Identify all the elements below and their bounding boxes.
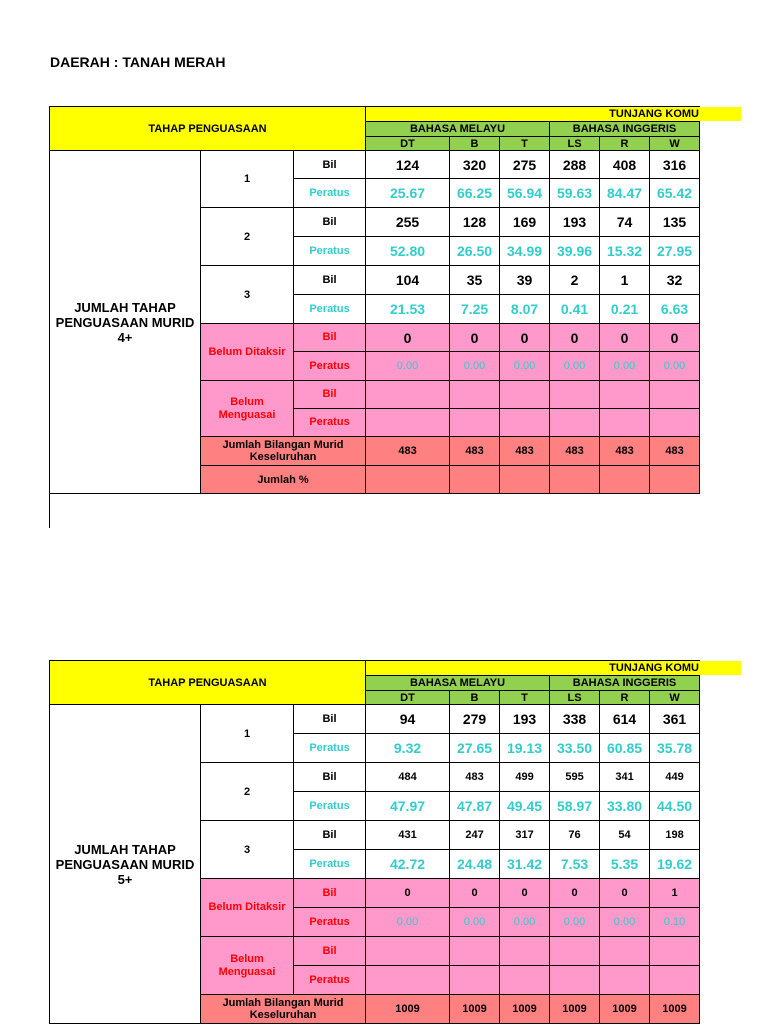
peratus-cell: 0.00 <box>500 352 550 381</box>
peratus-cell: 47.87 <box>450 792 500 821</box>
level-label: 1 <box>201 151 294 208</box>
empty-cell <box>450 966 500 995</box>
peratus-cell: 66.25 <box>450 179 500 208</box>
belum-menguasai-label: Belum Menguasai <box>201 937 294 995</box>
peratus-label: Peratus <box>294 295 366 324</box>
bil-label: Bil <box>294 381 366 409</box>
bil-cell: 193 <box>500 705 550 734</box>
empty-cell <box>550 466 600 494</box>
jumlah-pct-label: Jumlah % <box>201 466 366 494</box>
bil-cell: 128 <box>450 208 500 237</box>
peratus-cell: 39.96 <box>550 237 600 266</box>
peratus-cell: 7.25 <box>450 295 500 324</box>
level-label: 1 <box>201 705 294 763</box>
peratus-cell: 27.65 <box>450 734 500 763</box>
peratus-cell: 0.00 <box>550 352 600 381</box>
empty-cell <box>600 381 650 409</box>
peratus-cell: 65.42 <box>650 179 700 208</box>
empty-cell <box>650 937 700 966</box>
peratus-cell: 34.99 <box>500 237 550 266</box>
bil-cell: 0 <box>600 324 650 352</box>
bil-label: Bil <box>294 821 366 850</box>
peratus-cell: 21.53 <box>366 295 450 324</box>
bil-label: Bil <box>294 763 366 792</box>
bil-cell: 124 <box>366 151 450 179</box>
peratus-cell: 6.63 <box>650 295 700 324</box>
bil-cell: 255 <box>366 208 450 237</box>
bil-cell: 193 <box>550 208 600 237</box>
bil-label: Bil <box>294 705 366 734</box>
col-header: LS <box>550 691 600 705</box>
jumlah-bilangan-cell: 483 <box>450 437 500 466</box>
tahap-header: TAHAP PENGUASAAN <box>50 661 366 705</box>
peratus-cell: 35.78 <box>650 734 700 763</box>
peratus-cell: 84.47 <box>600 179 650 208</box>
col-header: DT <box>366 137 450 151</box>
empty-cell <box>500 466 550 494</box>
empty-cell <box>500 381 550 409</box>
district-title: DAERAH : TANAH MERAH <box>50 54 226 70</box>
jumlah-tahap-label: JUMLAH TAHAP PENGUASAAN MURID 4+ <box>50 151 201 494</box>
bil-cell: 341 <box>600 763 650 792</box>
peratus-label: Peratus <box>294 908 366 937</box>
bahasa-inggeris-header: BAHASA INGGERIS <box>550 676 700 691</box>
jumlah-bilangan-cell: 483 <box>650 437 700 466</box>
mastery-table-5plus <box>49 660 700 1024</box>
jumlah-bilangan-cell: 1009 <box>366 995 450 1024</box>
tunjang-header-extension <box>699 661 741 675</box>
bil-cell: 35 <box>450 266 500 295</box>
peratus-label: Peratus <box>294 966 366 995</box>
empty-cell <box>450 409 500 437</box>
jumlah-bilangan-cell: 1009 <box>550 995 600 1024</box>
belum-menguasai-label: Belum Menguasai <box>201 381 294 437</box>
empty-cell <box>650 409 700 437</box>
bil-cell: 279 <box>450 705 500 734</box>
bil-cell: 76 <box>550 821 600 850</box>
level-label: 2 <box>201 763 294 821</box>
empty-cell <box>366 381 450 409</box>
tunjang-header-extension <box>699 107 741 121</box>
peratus-cell: 33.80 <box>600 792 650 821</box>
peratus-cell: 0.10 <box>650 908 700 937</box>
peratus-label: Peratus <box>294 179 366 208</box>
peratus-cell: 7.53 <box>550 850 600 879</box>
peratus-cell: 0.00 <box>366 908 450 937</box>
bil-cell: 0 <box>450 879 500 908</box>
bil-cell: 499 <box>500 763 550 792</box>
peratus-cell: 47.97 <box>366 792 450 821</box>
bahasa-melayu-header: BAHASA MELAYU <box>366 122 550 137</box>
sheet-4plus <box>49 106 700 494</box>
bil-cell: 288 <box>550 151 600 179</box>
peratus-cell: 52.80 <box>366 237 450 266</box>
bil-cell: 94 <box>366 705 450 734</box>
bil-cell: 0 <box>550 879 600 908</box>
bil-cell: 408 <box>600 151 650 179</box>
empty-cell <box>600 466 650 494</box>
mastery-table-4plus <box>49 106 700 494</box>
level-label: 2 <box>201 208 294 266</box>
bil-label: Bil <box>294 937 366 966</box>
belum-ditaksir-label: Belum Ditaksir <box>201 879 294 937</box>
bil-label: Bil <box>294 266 366 295</box>
empty-cell <box>600 966 650 995</box>
peratus-cell: 0.00 <box>450 908 500 937</box>
jumlah-bilangan-cell: 1009 <box>650 995 700 1024</box>
bil-cell: 0 <box>600 879 650 908</box>
peratus-cell: 27.95 <box>650 237 700 266</box>
empty-cell <box>366 409 450 437</box>
empty-cell <box>500 409 550 437</box>
empty-cell <box>650 466 700 494</box>
peratus-label: Peratus <box>294 409 366 437</box>
empty-cell <box>366 466 450 494</box>
empty-cell <box>366 966 450 995</box>
bil-cell: 0 <box>650 324 700 352</box>
empty-cell <box>450 381 500 409</box>
empty-cell <box>450 937 500 966</box>
peratus-cell: 5.35 <box>600 850 650 879</box>
jumlah-bilangan-label: Jumlah Bilangan Murid Keseluruhan <box>201 995 366 1024</box>
peratus-cell: 0.00 <box>450 352 500 381</box>
bil-label: Bil <box>294 324 366 352</box>
jumlah-bilangan-cell: 483 <box>600 437 650 466</box>
bil-cell: 317 <box>500 821 550 850</box>
peratus-cell: 9.32 <box>366 734 450 763</box>
empty-cell <box>500 966 550 995</box>
peratus-cell: 19.62 <box>650 850 700 879</box>
bil-cell: 1 <box>600 266 650 295</box>
peratus-cell: 31.42 <box>500 850 550 879</box>
peratus-label: Peratus <box>294 734 366 763</box>
empty-cell <box>650 381 700 409</box>
tunjang-header: TUNJANG KOMU <box>366 107 700 122</box>
peratus-cell: 58.97 <box>550 792 600 821</box>
bil-cell: 316 <box>650 151 700 179</box>
tahap-header: TAHAP PENGUASAAN <box>50 107 366 151</box>
bil-cell: 2 <box>550 266 600 295</box>
peratus-cell: 59.63 <box>550 179 600 208</box>
level-label: 3 <box>201 821 294 879</box>
peratus-label: Peratus <box>294 792 366 821</box>
bil-cell: 595 <box>550 763 600 792</box>
bil-cell: 1 <box>650 879 700 908</box>
peratus-cell: 49.45 <box>500 792 550 821</box>
peratus-cell: 24.48 <box>450 850 500 879</box>
belum-ditaksir-label: Belum Ditaksir <box>201 324 294 381</box>
empty-cell <box>600 937 650 966</box>
bil-cell: 0 <box>366 324 450 352</box>
peratus-label: Peratus <box>294 237 366 266</box>
peratus-cell: 56.94 <box>500 179 550 208</box>
bil-cell: 483 <box>450 763 500 792</box>
bil-cell: 0 <box>550 324 600 352</box>
bil-cell: 0 <box>500 879 550 908</box>
jumlah-bilangan-cell: 483 <box>366 437 450 466</box>
col-header: B <box>450 137 500 151</box>
bil-cell: 169 <box>500 208 550 237</box>
bahasa-melayu-header: BAHASA MELAYU <box>366 676 550 691</box>
empty-cell <box>500 937 550 966</box>
bil-cell: 275 <box>500 151 550 179</box>
bil-cell: 0 <box>366 879 450 908</box>
peratus-cell: 15.32 <box>600 237 650 266</box>
bil-cell: 0 <box>450 324 500 352</box>
bil-cell: 74 <box>600 208 650 237</box>
peratus-cell: 42.72 <box>366 850 450 879</box>
bil-cell: 484 <box>366 763 450 792</box>
peratus-cell: 25.67 <box>366 179 450 208</box>
col-header: R <box>600 691 650 705</box>
jumlah-tahap-label: JUMLAH TAHAP PENGUASAAN MURID 5+ <box>50 705 201 1024</box>
jumlah-bilangan-label: Jumlah Bilangan Murid Keseluruhan <box>201 437 366 466</box>
peratus-cell: 0.21 <box>600 295 650 324</box>
col-header: W <box>650 137 700 151</box>
empty-cell <box>550 966 600 995</box>
bil-cell: 198 <box>650 821 700 850</box>
col-header: T <box>500 137 550 151</box>
empty-cell <box>650 966 700 995</box>
empty-cell <box>550 937 600 966</box>
peratus-cell: 44.50 <box>650 792 700 821</box>
empty-cell <box>450 466 500 494</box>
empty-cell <box>600 409 650 437</box>
bil-cell: 32 <box>650 266 700 295</box>
empty-cell <box>550 381 600 409</box>
sheet-5plus <box>49 660 700 1024</box>
bil-label: Bil <box>294 208 366 237</box>
bil-cell: 135 <box>650 208 700 237</box>
bil-cell: 449 <box>650 763 700 792</box>
bil-label: Bil <box>294 879 366 908</box>
peratus-cell: 60.85 <box>600 734 650 763</box>
bil-cell: 39 <box>500 266 550 295</box>
col-header: LS <box>550 137 600 151</box>
peratus-cell: 33.50 <box>550 734 600 763</box>
col-header: W <box>650 691 700 705</box>
bil-cell: 54 <box>600 821 650 850</box>
bil-cell: 0 <box>500 324 550 352</box>
bil-cell: 361 <box>650 705 700 734</box>
bil-cell: 614 <box>600 705 650 734</box>
bahasa-inggeris-header: BAHASA INGGERIS <box>550 122 700 137</box>
sheet-tail-line <box>49 494 50 528</box>
peratus-cell: 0.00 <box>600 908 650 937</box>
bil-cell: 431 <box>366 821 450 850</box>
peratus-cell: 0.00 <box>650 352 700 381</box>
col-header: B <box>450 691 500 705</box>
bil-cell: 247 <box>450 821 500 850</box>
col-header: T <box>500 691 550 705</box>
peratus-cell: 0.00 <box>550 908 600 937</box>
bil-label: Bil <box>294 151 366 179</box>
bil-cell: 104 <box>366 266 450 295</box>
jumlah-bilangan-cell: 1009 <box>600 995 650 1024</box>
peratus-cell: 0.00 <box>600 352 650 381</box>
peratus-cell: 8.07 <box>500 295 550 324</box>
peratus-label: Peratus <box>294 850 366 879</box>
jumlah-bilangan-cell: 1009 <box>500 995 550 1024</box>
bil-cell: 320 <box>450 151 500 179</box>
level-label: 3 <box>201 266 294 324</box>
jumlah-bilangan-cell: 483 <box>500 437 550 466</box>
jumlah-bilangan-cell: 1009 <box>450 995 500 1024</box>
peratus-label: Peratus <box>294 352 366 381</box>
tunjang-header: TUNJANG KOMU <box>366 661 700 676</box>
empty-cell <box>366 937 450 966</box>
jumlah-bilangan-cell: 483 <box>550 437 600 466</box>
peratus-cell: 19.13 <box>500 734 550 763</box>
col-header: R <box>600 137 650 151</box>
peratus-cell: 26.50 <box>450 237 500 266</box>
empty-cell <box>550 409 600 437</box>
col-header: DT <box>366 691 450 705</box>
peratus-cell: 0.41 <box>550 295 600 324</box>
peratus-cell: 0.00 <box>500 908 550 937</box>
bil-cell: 338 <box>550 705 600 734</box>
peratus-cell: 0.00 <box>366 352 450 381</box>
